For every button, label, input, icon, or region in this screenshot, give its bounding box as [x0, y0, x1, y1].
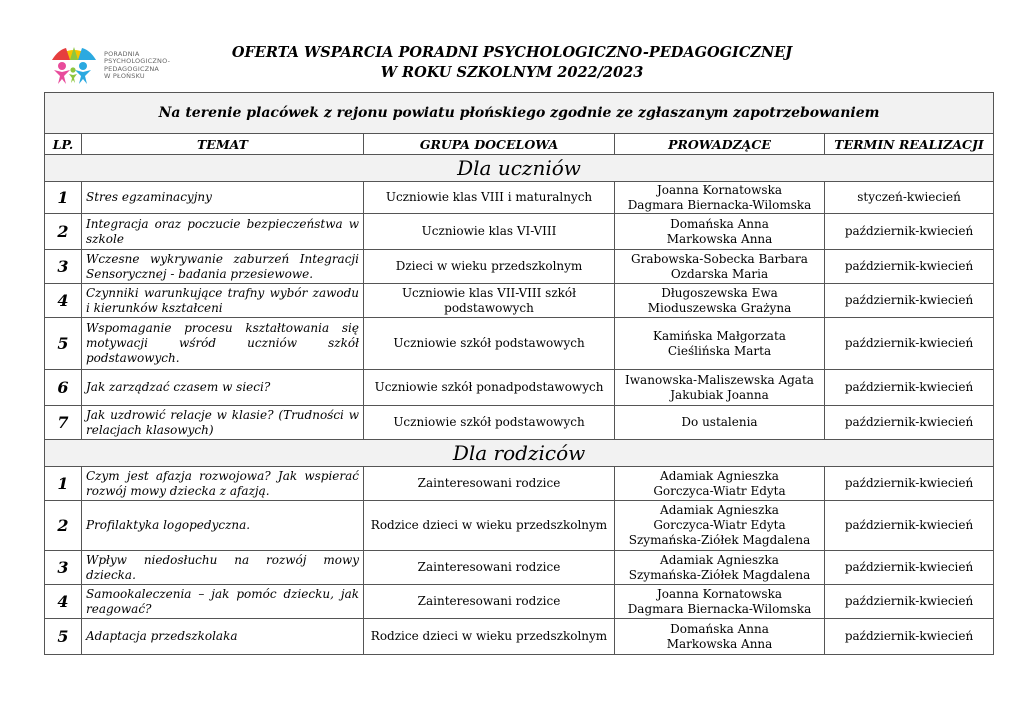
table-row — [45, 182, 994, 214]
section-header-row — [45, 155, 994, 182]
column-header-row — [45, 134, 994, 155]
row-number: 5 — [45, 318, 82, 370]
table-body — [45, 155, 994, 655]
col-leaders: PROWADZĄCE — [615, 134, 825, 155]
table-row — [45, 585, 994, 619]
leader-name: Adamiak Agnieszka — [660, 552, 779, 567]
row-number: 5 — [45, 619, 82, 655]
leader-name: Adamiak Agnieszka — [660, 468, 779, 483]
leaders-cell — [615, 250, 825, 284]
leader-name: Domańska Anna — [670, 216, 769, 231]
leader-name: Gorczyca-Wiatr Edyta — [653, 483, 786, 498]
leader-name: Kamińska Małgorzata — [653, 328, 786, 343]
target-group-cell: Zainteresowani rodzice — [364, 585, 615, 619]
document-title — [180, 43, 844, 83]
term-cell: październik-kwiecień — [825, 406, 994, 440]
leader-name: Ozdarska Maria — [670, 266, 769, 281]
logo-line-4: W PŁOŃSKU — [104, 71, 145, 80]
leader-name: Jakubiak Joanna — [670, 387, 769, 402]
leaders-cell — [615, 284, 825, 318]
target-group-cell: Uczniowie szkół podstawowych — [364, 406, 615, 440]
topic-cell: Jak zarządzać czasem w sieci? — [82, 370, 364, 406]
target-group-cell: Uczniowie klas VI-VIII — [364, 214, 615, 250]
leader-name: Gorczyca-Wiatr Edyta — [653, 518, 786, 532]
table-row — [45, 318, 994, 370]
row-number: 2 — [45, 501, 82, 551]
row-number: 2 — [45, 214, 82, 250]
table-row — [45, 551, 994, 585]
banner-text: Na terenie placówek z rejonu powiatu płońskiego zgodnie ze zgłaszanym zapotrzebowaniem — [45, 93, 994, 134]
table-row — [45, 406, 994, 440]
leaders-cell — [615, 406, 825, 440]
offer-table — [44, 92, 994, 655]
section-header-row — [45, 440, 994, 467]
leaders-cell — [615, 214, 825, 250]
row-number: 4 — [45, 284, 82, 318]
leaders-cell — [615, 467, 825, 501]
topic-cell: Wspomaganie procesu kształtowania się motywacji wśród uczniów szkół podstawowych. — [82, 318, 364, 370]
topic-cell: Integracja oraz poczucie bezpieczeństwa w szkole — [82, 214, 364, 250]
term-cell: październik-kwiecień — [825, 619, 994, 655]
leader-name: Joanna Kornatowska — [656, 182, 782, 197]
table-row — [45, 284, 994, 318]
topic-cell: Wpływ niedosłuchu na rozwój mowy dziecka. — [82, 551, 364, 585]
topic-cell: Wczesne wykrywanie zaburzeń Integracji Sensorycznej - badania przesiewowe. — [82, 250, 364, 284]
leaders-cell — [615, 619, 825, 655]
leader-name: Iwanowska-Maliszewska Agata — [625, 372, 814, 387]
leaders-cell — [615, 585, 825, 619]
topic-cell: Czynniki warunkujące trafny wybór zawodu i kierunków kształceni — [82, 284, 364, 318]
title-line-2: W ROKU SZKOLNYM 2022/2023 — [380, 64, 644, 81]
banner-row — [45, 93, 994, 134]
section-title: Dla uczniów — [45, 155, 994, 182]
leader-name: Dagmara Biernacka-Wilomska — [627, 601, 812, 616]
leader-name: Do ustalenia — [681, 415, 758, 429]
col-lp: LP. — [45, 134, 82, 155]
table-row — [45, 250, 994, 284]
term-cell: październik-kwiecień — [825, 585, 994, 619]
leaders-cell — [615, 370, 825, 406]
target-group-cell: Rodzice dzieci w wieku przedszkolnym — [364, 619, 615, 655]
title-line-1: OFERTA WSPARCIA PORADNI PSYCHOLOGICZNO-PEDAGOGICZNEJ — [231, 44, 793, 61]
row-number: 3 — [45, 250, 82, 284]
col-term: TERMIN REALIZACJI — [825, 134, 994, 155]
term-cell: styczeń-kwiecień — [825, 182, 994, 214]
row-number: 4 — [45, 585, 82, 619]
leader-name: Joanna Kornatowska — [656, 586, 782, 601]
term-cell: październik-kwiecień — [825, 467, 994, 501]
table-row — [45, 467, 994, 501]
topic-cell: Profilaktyka logopedyczna. — [82, 501, 364, 551]
row-number: 6 — [45, 370, 82, 406]
leader-name: Długoszewska Ewa — [661, 285, 778, 300]
col-target-group: GRUPA DOCELOWA — [364, 134, 615, 155]
term-cell: październik-kwiecień — [825, 370, 994, 406]
logo-line-1: PORADNIA — [104, 50, 140, 58]
leader-name: Markowska Anna — [666, 231, 773, 246]
target-group-cell: Zainteresowani rodzice — [364, 467, 615, 501]
target-group-cell: Uczniowie szkół podstawowych — [364, 318, 615, 370]
leader-name: Dagmara Biernacka-Wilomska — [627, 197, 812, 212]
leader-name: Szymańska-Ziółek Magdalena — [628, 567, 811, 582]
logo-figures-icon — [46, 46, 102, 86]
leaders-cell — [615, 182, 825, 214]
leader-name: Grabowska-Sobecka Barbara — [631, 251, 808, 266]
logo-line-3: PEDAGOGICZNA — [104, 64, 160, 73]
row-number: 1 — [45, 467, 82, 501]
term-cell: październik-kwiecień — [825, 551, 994, 585]
leader-name: Domańska Anna — [670, 621, 769, 636]
target-group-cell: Uczniowie klas VIII i maturalnych — [364, 182, 615, 214]
leaders-cell — [615, 501, 825, 551]
term-cell: październik-kwiecień — [825, 318, 994, 370]
table-row — [45, 501, 994, 551]
table-row — [45, 370, 994, 406]
section-title: Dla rodziców — [45, 440, 994, 467]
target-group-cell: Dzieci w wieku przedszkolnym — [364, 250, 615, 284]
topic-cell: Samookaleczenia – jak pomóc dziecku, jak reagować? — [82, 585, 364, 619]
logo — [46, 46, 176, 86]
row-number: 3 — [45, 551, 82, 585]
leader-name: Mioduszewska Grażyna — [647, 300, 792, 315]
leaders-cell — [615, 551, 825, 585]
target-group-cell: Uczniowie szkół ponadpodstawowych — [364, 370, 615, 406]
leader-name: Markowska Anna — [666, 636, 773, 651]
term-cell: październik-kwiecień — [825, 284, 994, 318]
logo-text — [104, 51, 170, 80]
row-number: 1 — [45, 182, 82, 214]
topic-cell: Czym jest afazja rozwojowa? Jak wspierać rozwój mowy dziecka z afazją. — [82, 467, 364, 501]
table-row — [45, 619, 994, 655]
target-group-cell: Rodzice dzieci w wieku przedszkolnym — [364, 501, 615, 551]
leader-name: Szymańska-Ziółek Magdalena — [628, 533, 811, 547]
leader-name: Cieślińska Marta — [667, 343, 772, 358]
leader-name: Adamiak Agnieszka — [660, 503, 779, 517]
table-row — [45, 214, 994, 250]
target-group-cell: Zainteresowani rodzice — [364, 551, 615, 585]
topic-cell: Stres egzaminacyjny — [82, 182, 364, 214]
topic-cell: Jak uzdrowić relacje w klasie? (Trudności w relacjach klasowych) — [82, 406, 364, 440]
logo-line-2: PSYCHOLOGICZNO- — [104, 57, 171, 66]
term-cell: październik-kwiecień — [825, 250, 994, 284]
topic-cell: Adaptacja przedszkolaka — [82, 619, 364, 655]
target-group-cell: Uczniowie klas VII-VIII szkół podstawowych — [364, 284, 615, 318]
row-number: 7 — [45, 406, 82, 440]
leaders-cell — [615, 318, 825, 370]
term-cell: październik-kwiecień — [825, 501, 994, 551]
col-topic: TEMAT — [82, 134, 364, 155]
term-cell: październik-kwiecień — [825, 214, 994, 250]
